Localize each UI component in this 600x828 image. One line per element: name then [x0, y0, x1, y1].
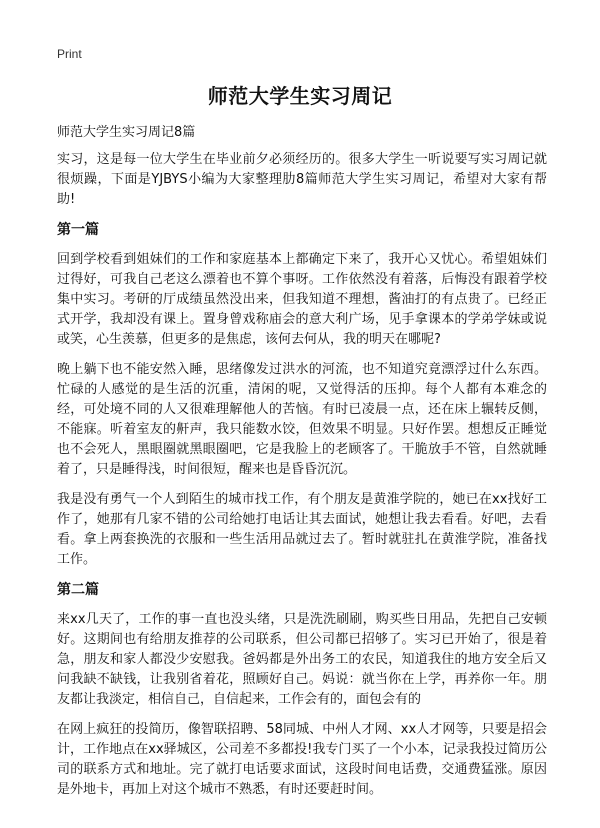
- section-paragraph: 我是没有勇气一个人到陌生的城市找工作，有个朋友是黄淮学院的，她已在xx找好工作了，她那有几家不错的公司给她打电话让其去面试，她想让我去看看。好吧，去看看。拿上两套换洗的衣服和一些生活用品就过去了。暂时就驻扎在黄淮学院，准备找工作。: [57, 492, 547, 567]
- section-heading: 第一篇: [57, 222, 99, 238]
- document-subtitle: 师范大学生实习周记8篇: [57, 125, 196, 140]
- intro-paragraph: 实习，这是每一位大学生在毕业前夕必须经历的。很多大学生一听说要写实习周记就很烦躁，下面是YJBYS小编为大家整理肋8篇师范大学生实习周记，希望对大家有帮助!: [57, 152, 547, 207]
- section-paragraph: 在网上疯狂的投简历，像智联招聘、58同城、中州人才网、xx人才网等，只要是招会计，工作地点在xx驿城区，公司差不多都投!我专门买了一个小本，记录我投过简历公司的联系方式和地址。完了就打电话要求面试，这段时间电话费，交通费猛涨。原因是外地卡，再加上对这个城市不熟悉，有时还要赶时间。: [57, 722, 547, 797]
- print-label: Print: [57, 47, 82, 61]
- section-paragraph: 来xx几天了，工作的事一直也没头绪，只是洗洗刷刷，购买些日用品，先把自己安顿好。这期间也有给朋友推荐的公司联系，但公司都已招够了。实习已开始了，很是着急，朋友和家人都没少安慰我。爸妈都是外出务工的农民，知道我住的地方安全后又问我缺不缺钱，让我别省着花，照顾好自己。妈说：就当你在上学，再养你一年。朋友都让我淡定，相信自己，自信起来，工作会有的，面包会有的: [57, 612, 547, 707]
- section-paragraph: 晚上躺下也不能安然入睡，思绪像发过洪水的河流，也不知道究竟漂浮过什么东西。忙碌的人感觉的是生活的沉重，清闲的呢，又觉得活的压抑。每个人都有本难念的经，可处境不同的人又很难理解他人的苦恼。有时已凌晨一点，还在床上辗转反侧，不能寐。听着室友的鼾声，我只能数水饺，但效果不明显。只好作罢。想想反正睡觉也不会死人，黑眼圈就黑眼圈吧，它是我脸上的老顾客了。干脆放手不管，自然就睡着了，只是睡得浅，时间很短，醒来也是昏昏沉沉。: [57, 362, 547, 477]
- document-body: [57, 150, 547, 810]
- section-1: [57, 220, 547, 570]
- section-paragraph: 回到学校看到姐妹们的工作和家庭基本上都确定下来了，我开心又忧心。希望姐妹们过得好，可我自己老这么漂着也不算个事呀。工作依然没有着落，后悔没有跟着学校集中实习。考研的厅成绩虽然没出来，但我知道不理想，酱油打的有点贵了。已经正式开学，我却没有课上。置身曾戏称庙会的意大利广场，见手拿课本的学弟学妹或说或笑，心生羡慕，但更多的是焦虑，该何去何从，我的明天在哪呢?: [57, 252, 547, 347]
- section-2: [57, 580, 547, 800]
- document-title: 师范大学生实习周记: [207, 84, 393, 108]
- section-heading: 第二篇: [57, 582, 99, 598]
